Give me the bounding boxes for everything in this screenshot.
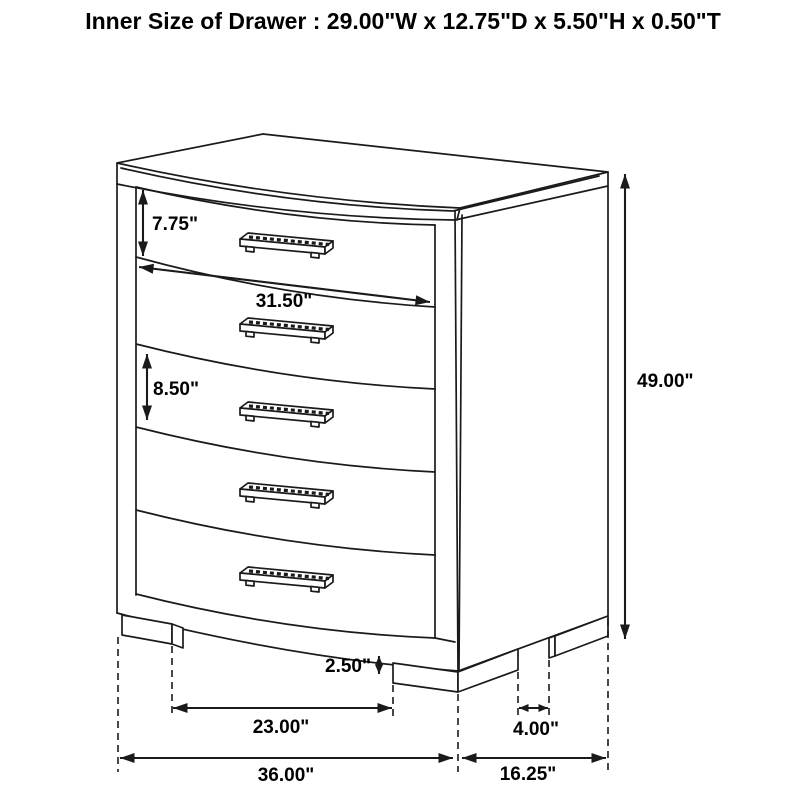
side-panel [455, 172, 608, 671]
drawer-3-handle [240, 402, 333, 427]
front-corner-edge-b [459, 215, 462, 669]
dim-label-side-feet-gap: 4.00" [513, 719, 559, 740]
top-face [117, 134, 608, 220]
diagram-title: Inner Size of Drawer : 29.00"W x 12.75"D x 5.50"H x 0.50"T [85, 8, 721, 34]
drawer-5-handle [240, 567, 333, 592]
rear-side-foot-end [549, 636, 555, 658]
dim-label-lower-drawer-height: 8.50" [153, 379, 199, 400]
dim-label-drawer-width: 31.50" [255, 291, 313, 312]
drawer-handles [240, 233, 333, 592]
front-right-foot-side [458, 649, 518, 692]
drawer-5-bottom-line [136, 594, 455, 642]
dim-label-top-drawer-height: 7.75" [152, 214, 198, 235]
dim-label-foot-height: 2.50" [325, 656, 371, 677]
dim-side-feet-gap [513, 708, 559, 740]
dim-overall-depth [462, 758, 606, 785]
front-left-foot [122, 615, 172, 644]
dim-overall-width [120, 758, 453, 786]
dim-overall-height [625, 174, 694, 639]
drawer-4-handle [240, 483, 333, 508]
front-right-foot [393, 663, 458, 692]
front-left-foot-side [172, 624, 183, 648]
rear-side-foot [555, 616, 608, 656]
feet [122, 615, 608, 692]
drawer-3-bottom-line [136, 427, 435, 472]
dim-label-overall-height: 49.00" [637, 371, 694, 392]
dim-label-front-feet-span: 23.00" [252, 717, 310, 738]
drawer-4-bottom-line [136, 510, 435, 555]
extension-dashed-lines [118, 619, 608, 772]
drawer-2-handle [240, 318, 333, 343]
dim-label-overall-width: 36.00" [257, 765, 315, 786]
dim-top-drawer-height [143, 190, 198, 256]
drawer-1-handle [240, 233, 333, 258]
dim-foot-height [325, 656, 379, 677]
dim-lower-drawer-height [147, 354, 199, 420]
dim-front-feet-span [173, 708, 392, 738]
front-corner-edge-a [455, 211, 458, 671]
dim-label-overall-depth: 16.25" [499, 764, 557, 785]
